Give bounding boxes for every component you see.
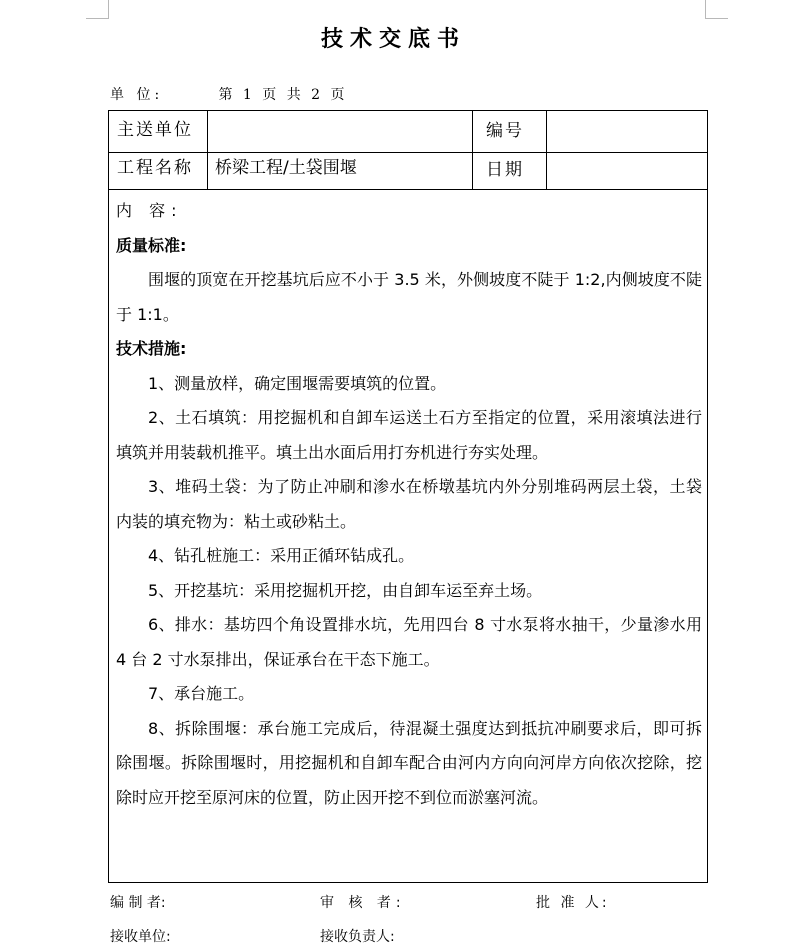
page-corner-mark — [86, 0, 109, 19]
approver-label: 批 准 人: — [536, 895, 610, 911]
measure-item: 2、土石填筑：用挖掘机和自卸车运送土石方至指定的位置，采用滚填法进行填筑并用装载机推平。填土出水面后用打夯机进行夯实处理。 — [116, 408, 702, 462]
content-label: 内 容: — [116, 201, 183, 220]
reviewer-label: 审 核 者: — [320, 895, 406, 911]
number-label: 编号 — [486, 121, 524, 141]
quality-heading: 质量标准: — [116, 235, 187, 255]
quality-text: 围堰的顶宽在开挖基坑后应不小于 3.5 米，外侧坡度不陡于 1:2,内侧坡度不陡于 1:1。 — [116, 270, 702, 324]
table-col-divider — [546, 111, 547, 189]
receiver-person-label: 接收负责人: — [320, 929, 395, 945]
date-label: 日期 — [486, 160, 524, 180]
measure-item: 8、拆除围堰：承台施工完成后，待混凝土强度达到抵抗冲刷要求后，即可拆除围堰。拆除围堰时，用挖掘机和自卸车配合由河内方向向河岸方向依次挖除，挖除时应开挖至原河床的位置，防止因开挖不到位而淤塞河流。 — [116, 718, 702, 807]
table-row-divider — [109, 189, 707, 190]
receiver-unit-label: 接收单位: — [110, 929, 171, 945]
table-row-divider — [109, 152, 707, 153]
document-title: 技术交底书 — [320, 26, 466, 52]
content-section — [116, 194, 702, 815]
project-value[interactable]: 桥梁工程/土袋围堰 — [215, 158, 357, 178]
measures-heading: 技术措施: — [116, 339, 187, 358]
table-col-divider — [207, 111, 208, 189]
page-corner-mark — [705, 0, 728, 19]
compiler-label: 编 制 者: — [110, 895, 166, 911]
table-col-divider — [472, 111, 473, 189]
measure-item: 4、钻孔桩施工：采用正循环钻成孔。 — [148, 546, 415, 565]
document-meta — [110, 84, 348, 104]
measure-item: 1、测量放样，确定围堰需要填筑的位置。 — [148, 373, 447, 393]
measure-item: 6、排水：基坊四个角设置排水坑，先用四台 8 寸水泵将水抽干，少量渗水用 4 台 2 寸水泵排出，保证承台在干态下施工。 — [116, 615, 702, 669]
page-info: 第 1 页 共 2 页 — [218, 87, 348, 103]
measure-item: 7、承台施工。 — [148, 684, 255, 703]
project-label: 工程名称 — [117, 158, 193, 178]
unit-label: 单 位: — [110, 87, 164, 103]
measure-item: 5、开挖基坑：采用挖掘机开挖，由自卸车运至弃土场。 — [148, 580, 543, 600]
measure-item: 3、堆码土袋：为了防止冲刷和渗水在桥墩基坑内外分别堆码两层土袋，土袋内装的填充物为：粘土或砂粘土。 — [116, 477, 702, 531]
sender-label: 主送单位 — [117, 120, 193, 140]
